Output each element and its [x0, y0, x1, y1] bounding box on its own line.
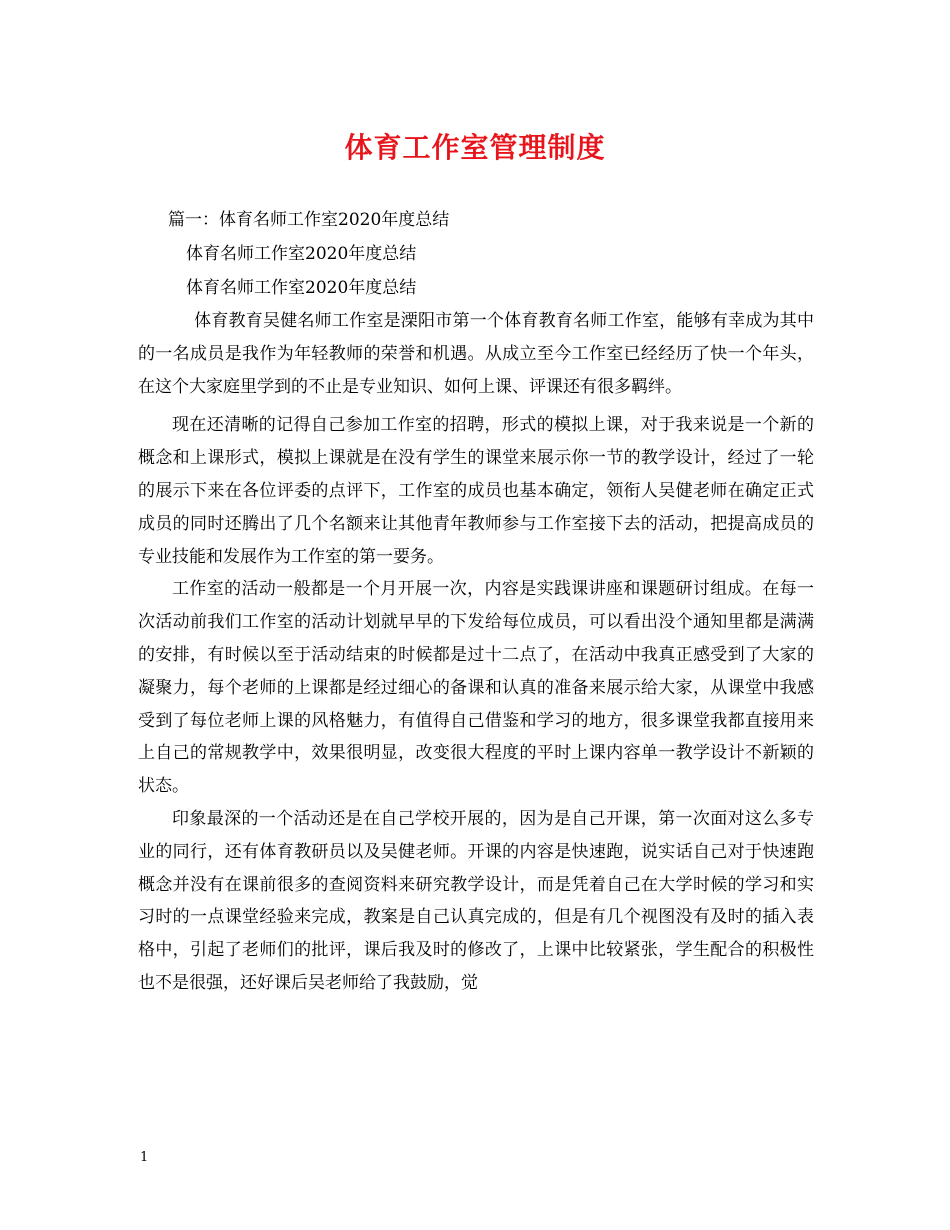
- page-number: 1: [140, 1150, 149, 1165]
- paragraph: 工作室的活动一般都是一个月开展一次，内容是实践课讲座和课题研讨组成。在每一次活动前我们工作室的活动计划就早早的下发给每位成员，可以看出没个通知里都是满满的安排，有时候以至于活动结束的时候都是过十二点了，在活动中我真正感受到了大家的凝聚力，每个老师的上课都是经过细心的备课和认真的准备来展示给大家，从课堂中我感受到了每位老师上课的风格魅力，有值得自己借鉴和学习的地方，很多课堂我都直接用来上自己的常规教学中，效果很明显，改变很大程度的平时上课内容单一教学设计不新颖的状态。: [138, 579, 814, 797]
- document-title: 体育工作室管理制度: [344, 131, 606, 164]
- paragraph: 体育教育吴健名师工作室是溧阳市第一个体育教育名师工作室，能够有幸成为其中的一名成员是我作为年轻教师的荣誉和机遇。从成立至今工作室已经经历了快一个年头，在这个大家庭里学到的不止是专业知识、如何上课、评课还有很多羁绊。: [138, 311, 814, 397]
- document-body: [138, 305, 814, 1000]
- paragraph: 印象最深的一个活动还是在自己学校开展的，因为是自己开课，第一次面对这么多专业的同行，还有体育教研员以及吴健老师。开课的内容是快速跑，说实话自己对于快速跑概念并没有在课前很多的查阅资料来研究教学设计，而是凭着自己在大学时候的学习和实习时的一点课堂经验来完成，教案是自己认真完成的，但是有几个视图没有及时的插入表格中，引起了老师们的批评，课后我及时的修改了，上课中比较紧张，学生配合的积极性也不是很强，还好课后吴老师给了我鼓励，觉: [138, 808, 814, 993]
- section-heading-1: 篇一：体育名师工作室2020年度总结: [168, 210, 450, 230]
- paragraph: 现在还清晰的记得自己参加工作室的招聘，形式的模拟上课，对于我来说是一个新的概念和上课形式，模拟上课就是在没有学生的课堂来展示你一节的教学设计，经过了一轮的展示下来在各位评委的点评下，工作室的成员也基本确定，领衔人吴健老师在确定正式成员的同时还腾出了几个名额来让其他青年教师参与工作室接下去的活动，把提高成员的专业技能和发展作为工作室的第一要务。: [138, 415, 814, 567]
- section-heading-3: 体育名师工作室2020年度总结: [186, 278, 417, 298]
- section-heading-2: 体育名师工作室2020年度总结: [186, 244, 417, 264]
